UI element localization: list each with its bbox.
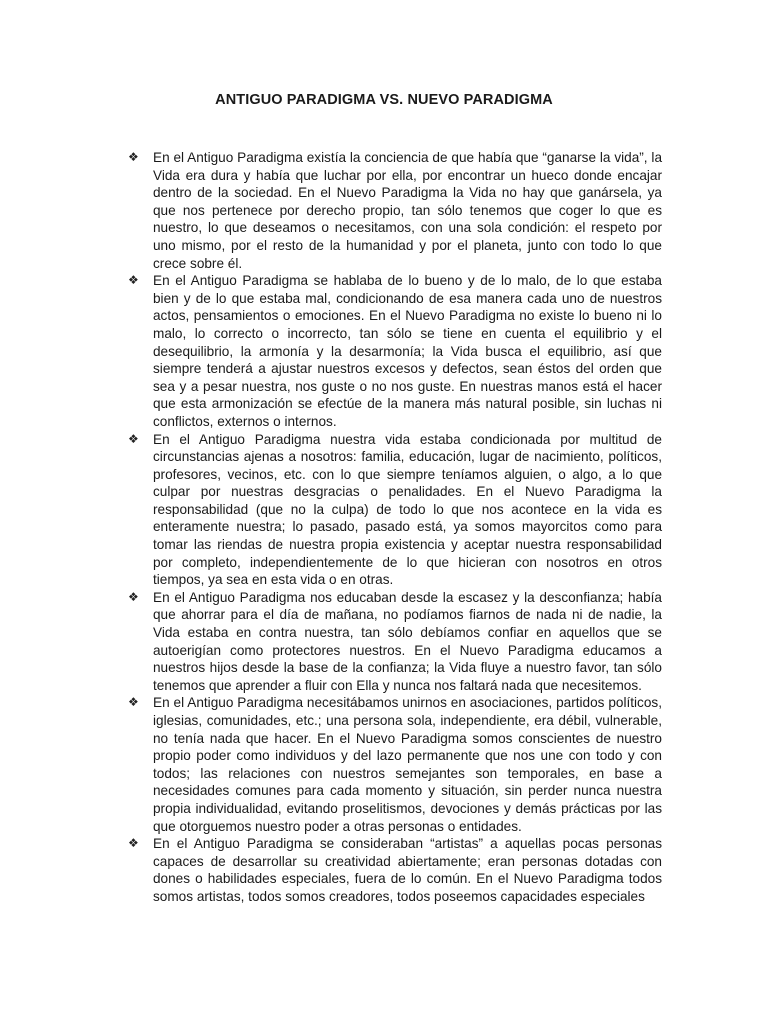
diamond-bullet-icon: ❖ <box>128 836 139 851</box>
diamond-bullet-icon: ❖ <box>128 273 139 288</box>
list-item <box>128 694 662 835</box>
list-item-text: En el Antiguo Paradigma nuestra vida estaba condicionada por multitud de circunstancias ajenas a nosotros: familia, educación, lugar de nacimiento, políticos, profesores, vecinos, etc. con lo que siempre teníamos alguien, o algo, a lo que culpar por nuestras desgracias o penalidades. En el Nuevo Paradigma la responsabilidad (que no la culpa) de todo lo que nos acontece en la vida es enteramente nuestra; lo pasado, pasado está, ya somos mayorcitos como para tomar las riendas de nuestra propia existencia y aceptar nuestra responsabilidad por completo, independientemente de lo que hicieran con nosotros en otros tiempos, ya sea en esta vida o en otras. <box>153 431 662 588</box>
list-item <box>128 431 662 589</box>
diamond-bullet-icon: ❖ <box>128 695 139 710</box>
list-item <box>128 272 662 430</box>
list-item-text: En el Antiguo Paradigma existía la conciencia de que había que “ganarse la vida”, la Vida era dura y había que luchar por ella, por encontrar un hueco donde encajar dentro de la sociedad. En el Nuevo Paradigma la Vida no hay que ganársela, ya que nos pertenece por derecho propio, tan sólo tenemos que coger lo que es nuestro, lo que deseamos o necesitamos, con una sola condición: el respeto por uno mismo, por el resto de la humanidad y por el planeta, junto con todo lo que crece sobre él. <box>153 150 662 271</box>
diamond-bullet-icon: ❖ <box>128 150 139 164</box>
list-item-text: En el Antiguo Paradigma nos educaban desde la escasez y la desconfianza; había que ahorrar para el día de mañana, no podíamos fiarnos de nada ni de nadie, la Vida estaba en contra nuestra, tan sólo debíamos confiar en aquellos que se autoerigían como protectores nuestros. En el Nuevo Paradigma educamos a nuestros hijos desde la base de la confianza; la Vida fluye a nuestro favor, tan sólo tenemos que aprender a fluir con Ella y nunca nos faltará nada que necesitemos. <box>153 589 662 693</box>
document-title: ANTIGUO PARADIGMA VS. NUEVO PARADIGMA <box>215 92 553 108</box>
list-item-text: En el Antiguo Paradigma se consideraban “artistas” a aquellas pocas personas capaces de desarrollar su creatividad abiertamente; eran personas dotadas con dones o habilidades especiales, fuera de lo común. En el Nuevo Paradigma todos somos artistas, todos somos creadores, todos poseemos capacidades especiales <box>153 836 662 904</box>
list-item <box>128 149 662 272</box>
diamond-bullet-icon: ❖ <box>128 431 139 446</box>
list-item-text: En el Antiguo Paradigma se hablaba de lo bueno y de lo malo, de lo que estaba bien y de lo que estaba mal, condicionando de esa manera cada uno de nuestros actos, pensamientos o emociones. En el Nuevo Paradigma no existe lo bueno ni lo malo, lo correcto o incorrecto, tan sólo se tiene en cuenta el equilibrio y el desequilibrio, la armonía y la desarmonía; la Vida busca el equilibrio, así que siempre tenderá a ajustar nuestros excesos y defectos, sean éstos del orden que sea y a pesar nuestra, nos guste o no nos guste. En nuestras manos está el hacer que esta armonización se efectúe de la manera más natural posible, sin luchas ni conflictos, externos o internos. <box>153 273 662 429</box>
paradigm-comparison-list <box>128 149 662 906</box>
list-item <box>128 835 662 905</box>
list-item <box>128 589 662 695</box>
diamond-bullet-icon: ❖ <box>128 589 139 604</box>
list-item-text: En el Antiguo Paradigma necesitábamos unirnos en asociaciones, partidos políticos, iglesias, comunidades, etc.; una persona sola, independiente, era débil, vulnerable, no tenía nada que hacer. En el Nuevo Paradigma somos conscientes de nuestro propio poder como individuos y del lazo permanente que nos une con todo y con todos; las relaciones con nuestros semejantes son temporales, en base a necesidades comunes para cada momento y situación, sin perder nunca nuestra propia individualidad, evitando proselitismos, devociones y demás prácticas por las que otorguemos nuestro poder a otras personas o entidades. <box>153 695 662 834</box>
